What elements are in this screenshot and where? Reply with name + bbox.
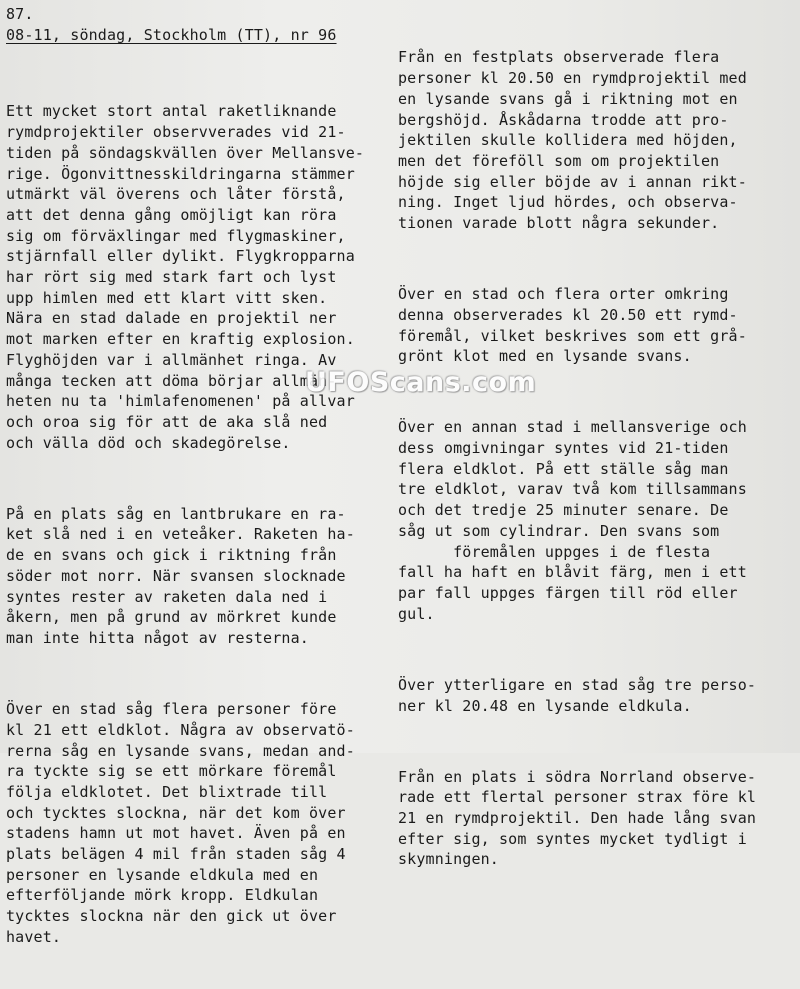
paragraph: Från en festplats observerade flera personer kl 20.50 en rymdprojektil med en lysande svans gå i riktning mot en bergshöjd. Åskådarna trodde att pro- jektilen skulle kollidera med höjden, men det föreföll som om projektilen höjde sig eller böjde av i annan rikt- ning. Inget ljud hördes, och observa- tionen varade blott några sekunder. (398, 48, 747, 233)
paragraph: Över en stad såg flera personer före kl 21 ett eldklot. Några av observatö- rerna såg en lysande svans, medan and- ra tyckte sig se ett mörkare föremål följa eldklotet. Det blixtrade till och tycktes slockna, när det kom över stadens hamn ut mot havet. Även på en plats belägen 4 mil från staden såg 4 personer en lysande eldkula med en efterföljande mörk kropp. Eldkulan tycktes slockna när den gick ut över havet. (6, 700, 355, 946)
page-number: 87. (6, 5, 34, 23)
watermark: UFOScans.com (305, 367, 537, 398)
right-column (398, 6, 788, 912)
paragraph: Från en plats i södra Norrland observe- rade ett flertal personer strax före kl 21 en rymdprojektil. Den hade lång svan efter sig, som syntes mycket tydligt i skymningen. (398, 767, 757, 869)
document-header (6, 4, 337, 46)
paragraph: Ett mycket stort antal raketliknande rymdprojektiler observverades vid 21- tiden på söndagskvällen över Mellansve- rige. Ögonvittnesskildringarna stämmer utmärkt väl överens och låter förstå, att det denna gång omöjligt kan röra sig om förväxlingar med flygmaskiner, stjärnfall eller dylikt. Flygkropparna har rört sig med stark fart och lyst upp himlen med ett klart vitt sken. Nära en stad dalade en projektil ner mot marken efter en kraftig explosion. Flyghöjden var i allmänhet ringa. Av många tecken att döma börjar allmän- heten nu ta 'himlafenomenen' på allvar och oroa sig för att de aka slå ned och välla död och skadegörelse. (6, 102, 365, 452)
paragraph: Över ytterligare en stad såg tre perso- ner kl 20.48 en lysande eldkula. (398, 675, 757, 715)
paragraph: Över en stad och flera orter omkring denna observerades kl 20.50 ett rymd- föremål, vilket beskrives som ett grå- grönt klot med en lysande svans. (398, 285, 747, 366)
paragraph: Över en annan stad i mellansverige och dess omgivningar syntes vid 21-tiden flera eldklot. På ett ställe såg man tre eldklot, varav två kom tillsammans och det tredje 25 minuter senare. De såg ut som cylindrar. Den svans som föremålen uppges i de flesta fall ha haft en blåvit färg, men i ett par fall uppges färgen till röd eller gul. (398, 418, 747, 623)
left-column (6, 60, 386, 989)
dateline: 08-11, söndag, Stockholm (TT), nr 96 (6, 26, 337, 44)
paragraph: På en plats såg en lantbrukare en ra- ket slå ned i en veteåker. Raketen ha- de en svans och gick i riktning från söder mot norr. När svansen slocknade syntes rester av raketen dala ned i åkern, men på grund av mörkret kunde man inte hitta något av resterna. (6, 504, 355, 647)
